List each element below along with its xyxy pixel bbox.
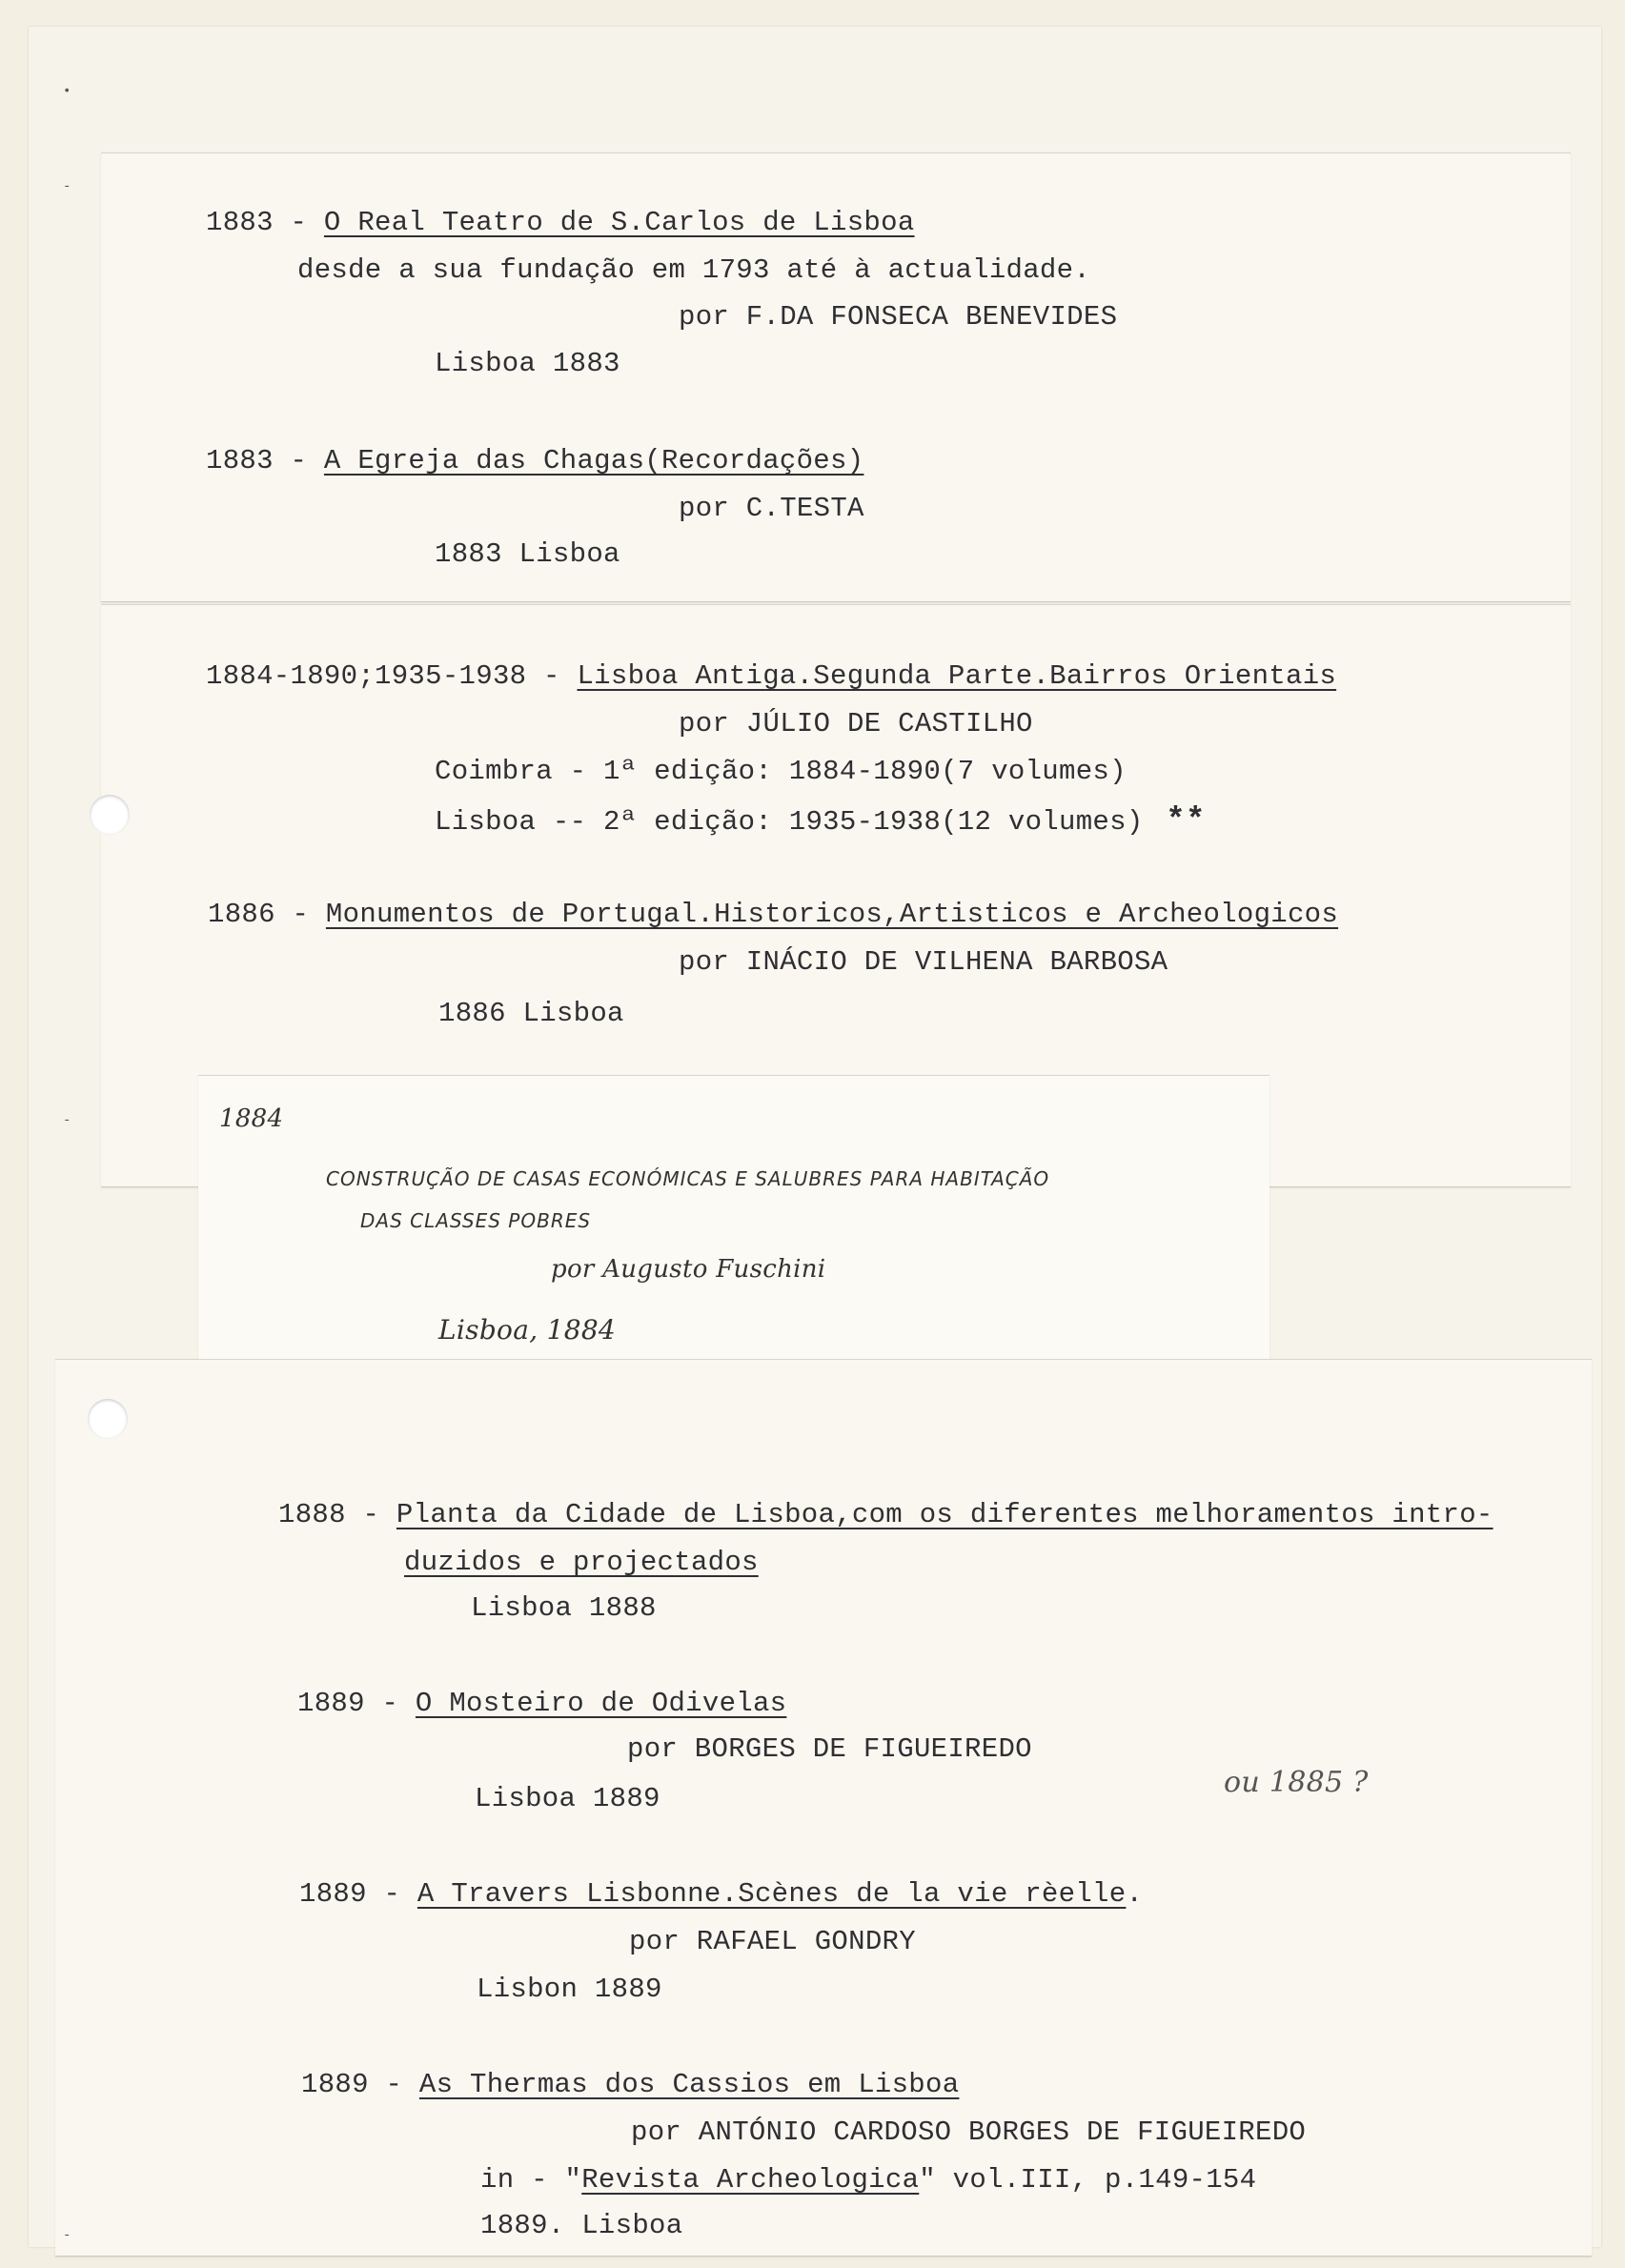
margin-note: ou 1885 ? bbox=[1224, 1766, 1369, 1799]
entry-year: 1889 - bbox=[297, 1688, 416, 1719]
punch-hole bbox=[90, 795, 130, 835]
punch-hole bbox=[88, 1399, 128, 1439]
entry-author: por C.TESTA bbox=[679, 493, 864, 524]
entry-line bbox=[206, 445, 863, 476]
entry-year: 1889 - bbox=[301, 2069, 419, 2100]
entry-year: 1889 - bbox=[299, 1878, 417, 1910]
document-page bbox=[29, 27, 1601, 2247]
margin-tick-mark: - bbox=[63, 179, 71, 194]
handwritten-title-continuation: DAS CLASSES POBRES bbox=[360, 1209, 592, 1232]
entry-year: 1883 - bbox=[206, 445, 324, 476]
entry-place: Lisbon 1889 bbox=[477, 1974, 662, 2005]
entry-title: Monumentos de Portugal.Historicos,Artisticos e Archeologicos bbox=[325, 899, 1339, 930]
journal-suffix: " vol.III, p.149-154 bbox=[919, 2164, 1257, 2196]
journal-prefix: in - " bbox=[480, 2164, 582, 2196]
entry-author: por JÚLIO DE CASTILHO bbox=[679, 708, 1033, 739]
journal-title: Revista Archeologica bbox=[581, 2164, 920, 2196]
entry-edition-text: Lisboa -- 2ª edição: 1935-1938(12 volumes) bbox=[435, 806, 1144, 838]
entry-title-continuation: duzidos e projectados bbox=[404, 1547, 759, 1578]
entry-year: 1884-1890;1935-1938 - bbox=[206, 660, 578, 692]
entry-title: A Egreja das Chagas(Recordações) bbox=[323, 445, 864, 476]
entry-author: por ANTÓNIO CARDOSO BORGES DE FIGUEIREDO bbox=[631, 2116, 1307, 2148]
asterisk-mark: ** bbox=[1166, 803, 1206, 840]
entry-year: 1883 - bbox=[206, 207, 324, 238]
entry-title: O Mosteiro de Odivelas bbox=[415, 1688, 787, 1719]
entry-title: Planta da Cidade de Lisboa,com os diferentes melhoramentos intro- bbox=[396, 1499, 1493, 1530]
entry-edition bbox=[435, 803, 1206, 840]
handwritten-slip bbox=[198, 1075, 1270, 1363]
entry-title: O Real Teatro de S.Carlos de Lisboa bbox=[323, 207, 915, 238]
entry-place: Lisboa 1889 bbox=[475, 1783, 660, 1814]
handwritten-year: 1884 bbox=[219, 1104, 284, 1133]
entry-line bbox=[299, 1878, 1143, 1910]
entry-line bbox=[301, 2069, 959, 2100]
handwritten-title: CONSTRUÇÃO DE CASAS ECONÓMICAS E SALUBRES PARA HABITAÇÃO bbox=[326, 1167, 1050, 1190]
margin-tick-mark: - bbox=[63, 1113, 71, 1128]
entry-place: Lisboa 1883 bbox=[435, 348, 620, 379]
entry-line bbox=[208, 899, 1338, 930]
catalogue-slip-3 bbox=[55, 1359, 1592, 2257]
entry-line bbox=[206, 660, 1336, 692]
entry-line bbox=[278, 1499, 1493, 1530]
entry-title-continuation: desde a sua fundação em 1793 até à actualidade. bbox=[297, 254, 1091, 286]
entry-title: As Thermas dos Cassios em Lisboa bbox=[418, 2069, 960, 2100]
entry-author: por BORGES DE FIGUEIREDO bbox=[627, 1733, 1032, 1765]
entry-place: 1883 Lisboa bbox=[435, 538, 620, 570]
entry-title: A Travers Lisbonne.Scènes de la vie rèelle bbox=[416, 1878, 1127, 1910]
entry-line bbox=[297, 1688, 786, 1719]
handwritten-author: por Augusto Fuschini bbox=[551, 1255, 826, 1284]
entry-place: Lisboa 1888 bbox=[471, 1592, 657, 1624]
entry-place: 1886 Lisboa bbox=[438, 998, 624, 1029]
entry-edition: Coimbra - 1ª edição: 1884-1890(7 volumes) bbox=[435, 756, 1127, 787]
entry-author: por INÁCIO DE VILHENA BARBOSA bbox=[679, 946, 1168, 978]
entry-place: 1889. Lisboa bbox=[480, 2210, 683, 2241]
entry-year: 1886 - bbox=[208, 899, 326, 930]
entry-author: por F.DA FONSECA BENEVIDES bbox=[679, 301, 1118, 333]
entry-journal bbox=[480, 2164, 1256, 2196]
handwritten-place: Lisboa, 1884 bbox=[438, 1314, 617, 1346]
margin-tick-mark: - bbox=[63, 2228, 71, 2243]
margin-tick-mark: • bbox=[63, 84, 71, 99]
catalogue-slip-1 bbox=[101, 152, 1571, 602]
entry-line bbox=[206, 207, 915, 238]
entry-year: 1888 - bbox=[278, 1499, 396, 1530]
entry-title: Lisboa Antiga.Segunda Parte.Bairros Orientais bbox=[577, 660, 1337, 692]
entry-author: por RAFAEL GONDRY bbox=[629, 1926, 916, 1957]
title-suffix: . bbox=[1126, 1878, 1144, 1910]
